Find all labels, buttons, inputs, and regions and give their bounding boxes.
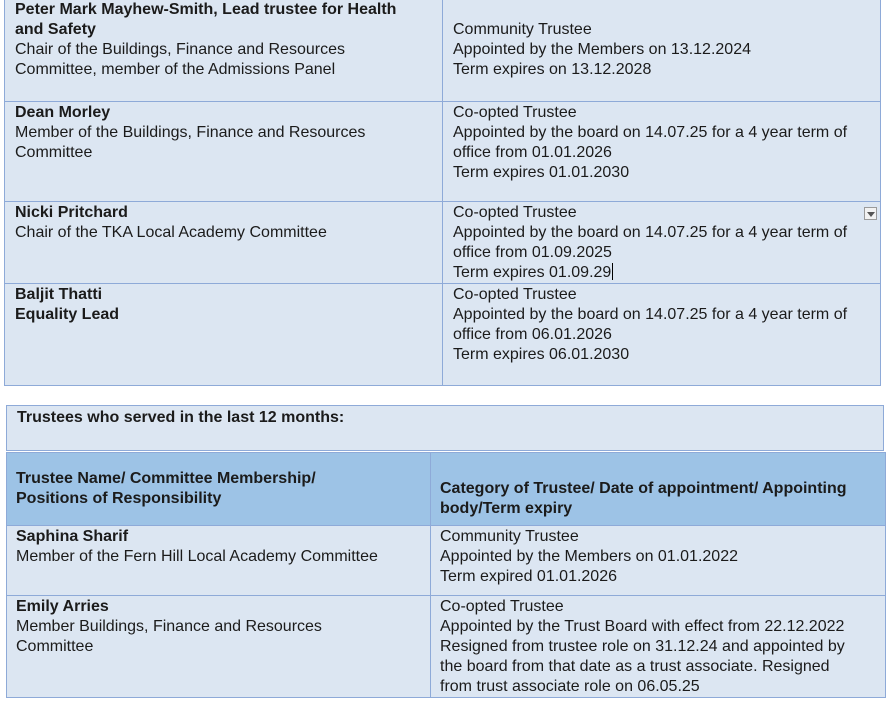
trustee-category: Co-opted Trustee — [453, 286, 577, 303]
trustee-role: Committee — [16, 638, 94, 655]
term-expiry: Term expires on 13.12.2028 — [453, 61, 652, 78]
column-header-name — [7, 453, 431, 526]
trustee-category-cell[interactable] — [443, 284, 881, 386]
trustee-name: Dean Morley — [15, 104, 111, 121]
term-expiry: Term expires 06.01.2030 — [453, 346, 630, 363]
table-row — [5, 202, 881, 284]
text-cursor — [612, 263, 613, 280]
table-row — [7, 596, 886, 698]
trustee-category: Co-opted Trustee — [453, 204, 577, 221]
trustee-name-cell[interactable] — [5, 284, 443, 386]
header-text: body/Term expiry — [440, 500, 573, 517]
trustee-name: Nicki Pritchard — [15, 204, 128, 221]
trustee-name-cell[interactable] — [7, 526, 431, 596]
appointment-detail: Appointed by the board on 14.07.25 for a 4 year term of — [453, 124, 848, 141]
appointment-detail: Appointed by the Members on 13.12.2024 — [453, 41, 751, 58]
header-text: Trustee Name/ Committee Membership/ — [16, 470, 316, 487]
trustee-name: and Safety — [15, 21, 96, 38]
trustee-name: Peter Mark Mayhew-Smith, Lead trustee for Health — [15, 1, 397, 18]
table-row — [5, 0, 881, 102]
appointment-detail: Resigned from trustee role on 31.12.24 and appointed by — [440, 638, 845, 655]
trustee-category: Co-opted Trustee — [440, 598, 564, 615]
appointment-detail: office from 01.01.2026 — [453, 144, 612, 161]
table-row — [5, 284, 881, 386]
trustee-name: Emily Arries — [16, 598, 109, 615]
trustee-role: Chair of the Buildings, Finance and Resources — [15, 41, 345, 58]
appointment-detail: Appointed by the Members on 01.01.2022 — [440, 548, 738, 565]
term-expiry: Term expires 01.01.2030 — [453, 164, 630, 181]
appointment-detail: office from 01.09.2025 — [453, 244, 612, 261]
appointment-detail: Appointed by the board on 14.07.25 for a 4 year term of — [453, 224, 848, 241]
past-trustees-table — [6, 452, 886, 698]
appointment-detail: from trust associate role on 06.05.25 — [440, 678, 700, 695]
trustee-role: Member of the Buildings, Finance and Resources — [15, 124, 366, 141]
trustee-category: Community Trustee — [453, 21, 592, 38]
trustee-role: Chair of the TKA Local Academy Committee — [15, 224, 327, 241]
current-trustees-table — [4, 0, 881, 386]
table-header-row — [7, 453, 886, 526]
appointment-detail: the board from that date as a trust associate. Resigned — [440, 658, 830, 675]
trustee-name-cell[interactable] — [5, 0, 443, 102]
trustee-category: Community Trustee — [440, 528, 579, 545]
term-expiry: Term expired 01.01.2026 — [440, 568, 617, 585]
column-header-category — [431, 453, 886, 526]
trustee-role: Committee — [15, 144, 93, 161]
trustee-name: Saphina Sharif — [16, 528, 129, 545]
trustee-role: Member of the Fern Hill Local Academy Committee — [16, 548, 378, 565]
trustee-category-cell[interactable] — [443, 102, 881, 202]
header-text: Category of Trustee/ Date of appointment/ Appointing — [440, 480, 847, 497]
term-expiry-with-caret — [453, 263, 880, 283]
trustee-name-cell[interactable] — [5, 202, 443, 284]
header-text: Positions of Responsibility — [16, 490, 222, 507]
section-heading-box — [6, 405, 884, 451]
table-row — [7, 526, 886, 596]
trustee-category-cell[interactable] — [431, 596, 886, 698]
trustee-name-cell[interactable] — [7, 596, 431, 698]
trustee-name-cell[interactable] — [5, 102, 443, 202]
appointment-detail: office from 06.01.2026 — [453, 326, 612, 343]
term-expiry: Term expires 01.09.29 — [453, 264, 612, 281]
appointment-detail: Appointed by the Trust Board with effect from 22.12.2022 — [440, 618, 845, 635]
trustee-category-cell[interactable] — [431, 526, 886, 596]
trustee-category-cell[interactable] — [443, 0, 881, 102]
trustee-position: Equality Lead — [15, 306, 120, 323]
chevron-down-icon[interactable] — [864, 207, 877, 220]
section-title: Trustees who served in the last 12 months: — [17, 409, 345, 426]
trustee-role: Member Buildings, Finance and Resources — [16, 618, 322, 635]
trustee-role: Committee, member of the Admissions Panel — [15, 61, 336, 78]
trustee-category: Co-opted Trustee — [453, 104, 577, 121]
trustee-category-cell[interactable] — [443, 202, 881, 284]
appointment-detail: Appointed by the board on 14.07.25 for a 4 year term of — [453, 306, 848, 323]
table-row — [5, 102, 881, 202]
trustee-name: Baljit Thatti — [15, 286, 103, 303]
